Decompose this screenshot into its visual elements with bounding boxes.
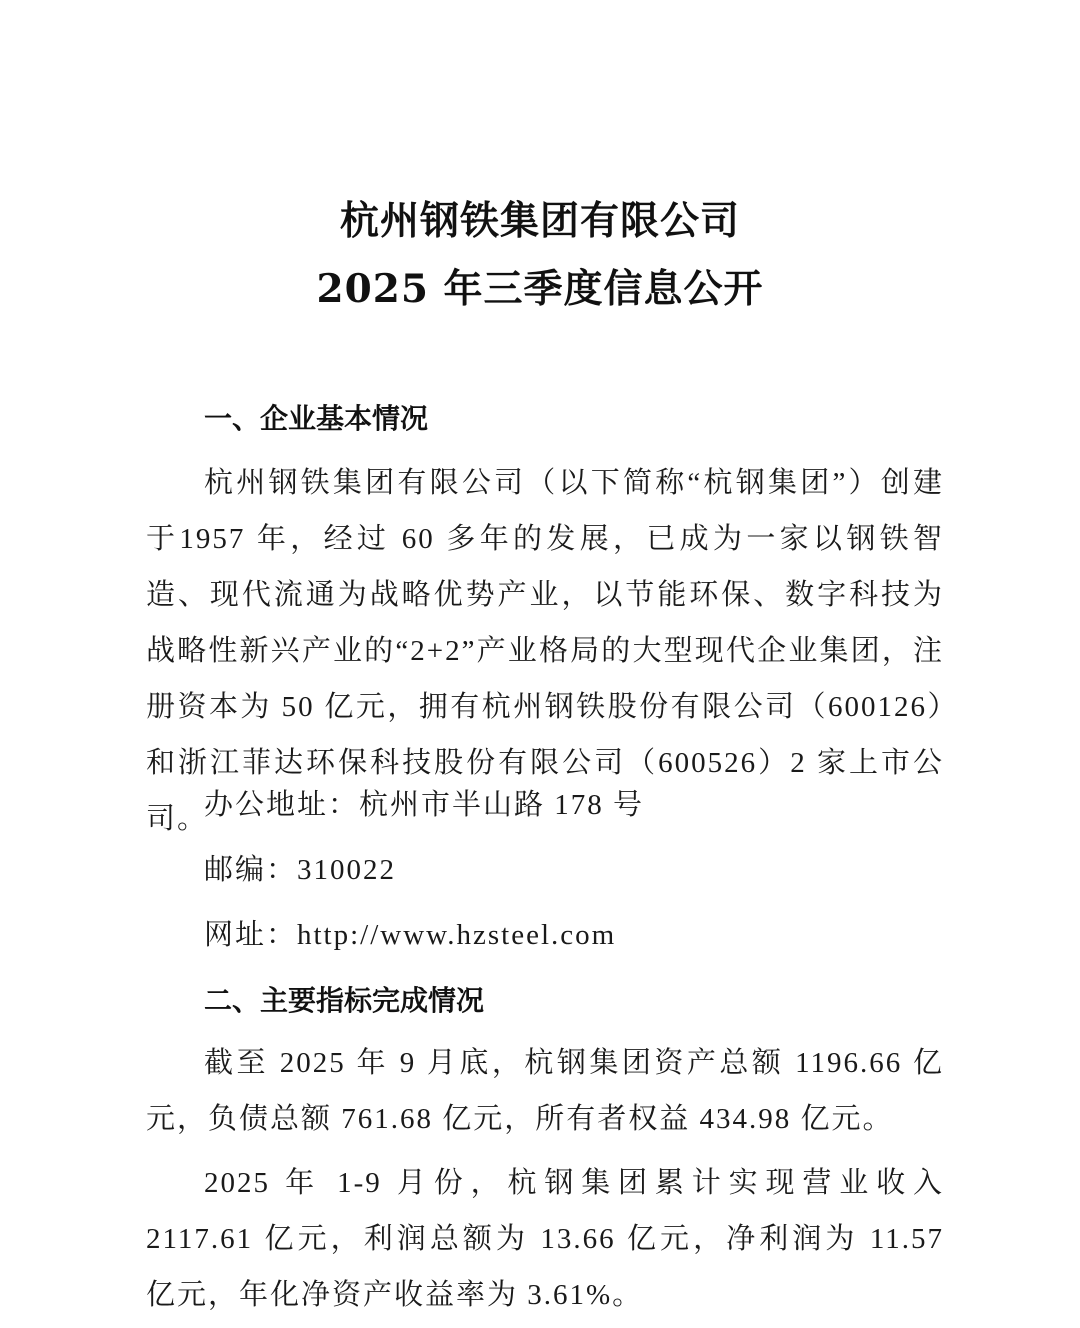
paragraph-company-overview: 杭州钢铁集团有限公司（以下简称“杭钢集团”）创建于1957 年，经过 60 多年的发展，已成为一家以钢铁智造、现代流通为战略优势产业，以节能环保、数字科技为战略性新兴产业的“2+2”产业格局的大型现代企业集团，注册资本为 50 亿元，拥有杭州钢铁股份有限公司（600126）和浙江菲达环保科技股份有限公司（600526）2 家上市公司。	[146, 467, 944, 835]
paragraph-assets-liabilities: 截至 2025 年 9 月底，杭钢集团资产总额 1196.66 亿元，负债总额 761.68 亿元，所有者权益 434.98 亿元。	[146, 1047, 944, 1135]
document-title-report: 2025 年三季度信息公开	[316, 266, 764, 312]
document-title-company: 杭州钢铁集团有限公司	[339, 198, 740, 244]
postal-code: 邮编：310022	[204, 854, 397, 886]
section-heading-basic-info: 一、企业基本情况	[204, 402, 429, 435]
section-heading-key-indicators: 二、主要指标完成情况	[204, 984, 485, 1017]
office-address: 办公地址：杭州市半山路 178 号	[204, 789, 645, 821]
paragraph-revenue-profit: 2025 年 1-9 月份，杭钢集团累计实现营业收入 2117.61 亿元，利润总额为 13.66 亿元，净利润为 11.57 亿元，年化净资产收益率为 3.61%。	[146, 1167, 944, 1311]
website-link[interactable]: 网址：http://www.hzsteel.com	[204, 919, 617, 951]
